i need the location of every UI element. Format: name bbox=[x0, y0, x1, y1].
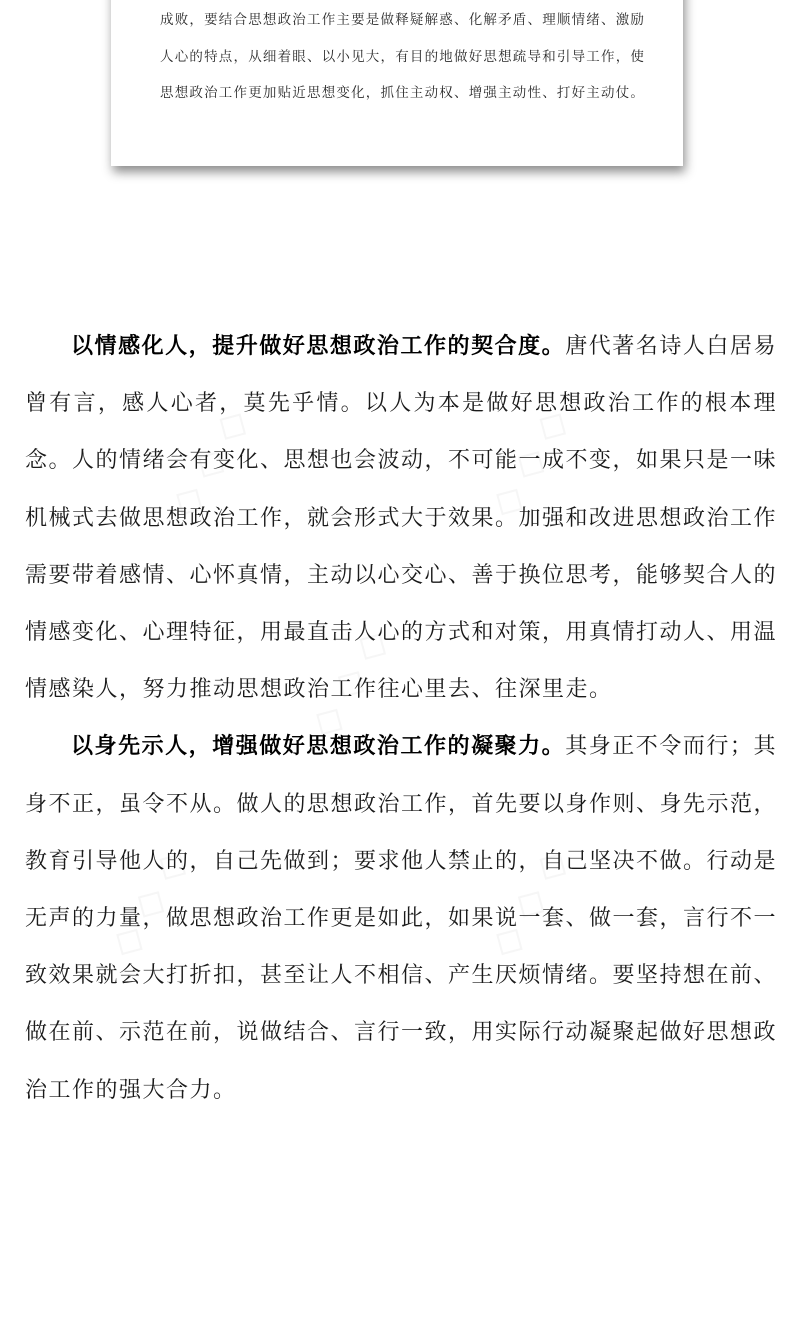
paragraph-example bbox=[25, 718, 777, 1118]
paragraph-emotion-heading: 以情感化人，提升做好思想政治工作的契合度。 bbox=[71, 333, 566, 359]
paragraph-emotion-text: 唐代著名诗人白居易曾有言，感人心者，莫先乎情。以人为本是做好思想政治工作的根本理念。人的情绪会有变化、思想也会波动，不可能一成不变，如果只是一味机械式去做思想政治工作，就会形式大于效果。加强和改进思想政治工作需要带着感情、心怀真情，主动以心交心、善于换位思考，能够契合人的情感变化、心理特征，用最直击人心的方式和对策，用真情打动人、用温情感染人，努力推动思想政治工作往心里去、往深里走。 bbox=[25, 334, 778, 703]
article-body bbox=[25, 318, 777, 1119]
quote-card-text: 成败，要结合思想政治工作主要是做释疑解惑、化解矛盾、理顺情绪、激励人心的特点，从细着眼、以小见大，有目的地做好思想疏导和引导工作，使思想政治工作更加贴近思想变化，抓住主动权、增强主动性、打好主动仗。 bbox=[160, 12, 646, 101]
paragraph-example-text: 其身正不令而行；其身不正，虽令不从。做人的思想政治工作，首先要以身作则、身先示范，教育引导他人的，自己先做到；要求他人禁止的，自己坚决不做。行动是无声的力量，做思想政治工作更是如此，如果说一套、做一套，言行不一致效果就会大打折扣，甚至让人不相信、产生厌烦情绪。要坚持想在前、做在前、示范在前，说做结合、言行一致，用实际行动凝聚起做好思想政治工作的强大合力。 bbox=[25, 734, 778, 1103]
paragraph-emotion bbox=[25, 318, 777, 718]
quote-card bbox=[111, 0, 683, 166]
paragraph-example-heading: 以身先示人，增强做好思想政治工作的凝聚力。 bbox=[71, 733, 566, 760]
